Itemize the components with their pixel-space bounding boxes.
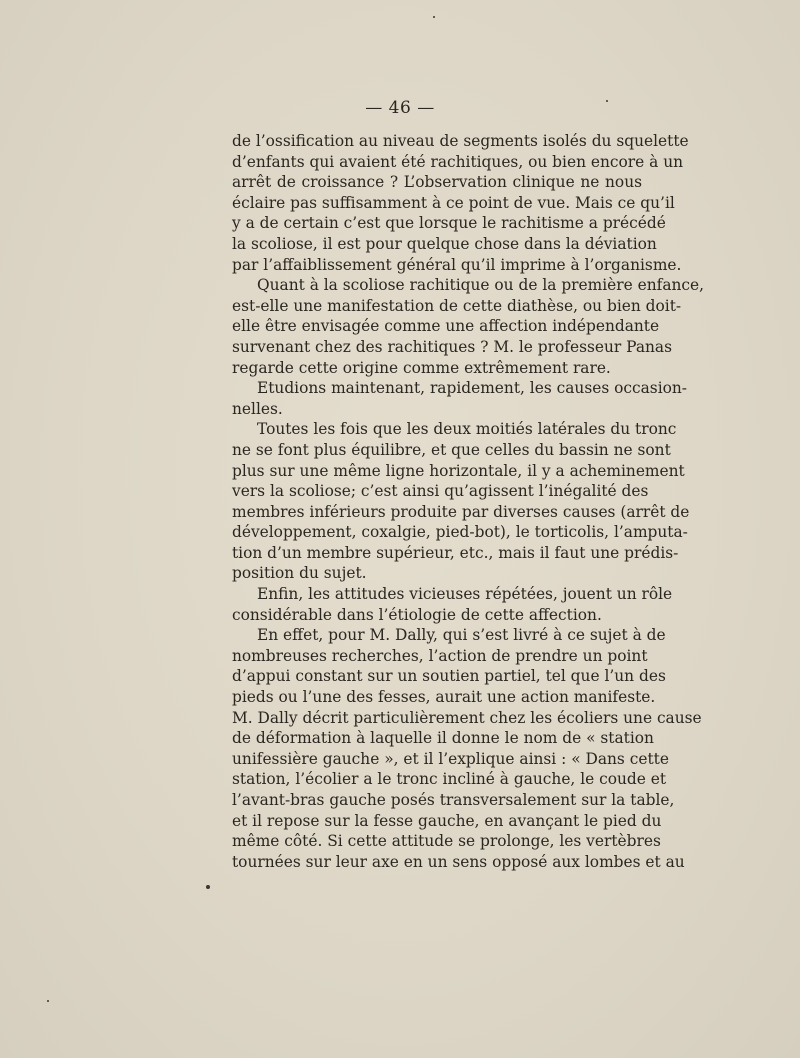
text-line: par l’affaiblissement général qu’il imprime à l’organisme. (232, 255, 682, 274)
text-line: station, l’écolier a le tronc incliné à gauche, le coude et (232, 770, 667, 789)
text-line: l’avant-bras gauche posés transversalement sur la table, (232, 791, 675, 809)
text-line: même côté. Si cette attitude se prolonge, les vertèbres (232, 832, 661, 851)
text-line: elle être envisagée comme une affection indépendante (232, 317, 660, 336)
text-line: arrêt de croissance ? L’observation clinique ne nous (232, 173, 642, 192)
text-line: est-elle une manifestation de cette diathèse, ou bien doit- (232, 296, 682, 315)
text-line: et il repose sur la fesse gauche, en avançant le pied du (232, 811, 662, 830)
text-line: M. Dally décrit particulièrement chez les écoliers une cause (232, 708, 702, 727)
text-line: de l’ossification au niveau de segments isolés du squelette (232, 132, 689, 150)
text-line: d’appui constant sur un soutien partiel, tel que l’un des (232, 667, 666, 686)
text-line: En effet, pour M. Dally, qui s’est livré à ce sujet à de (257, 626, 666, 645)
text-line: la scoliose, il est pour quelque chose dans la déviation (232, 234, 657, 253)
text-line: tion d’un membre supérieur, etc., mais il faut une prédis- (232, 543, 679, 562)
text-line: regarde cette origine comme extrêmement rare. (232, 358, 611, 377)
text-line: Etudions maintenant, rapidement, les causes occasion- (257, 379, 687, 398)
text-line: de déformation à laquelle il donne le nom de « station (232, 729, 654, 748)
text-line: développement, coxalgie, pied-bot), le torticolis, l’amputa- (232, 523, 688, 542)
text-line: unifessière gauche », et il l’explique ainsi : « Dans cette (232, 749, 669, 768)
text-line: ne se font plus équilibre, et que celles du bassin ne sont (232, 440, 671, 459)
page-number: — 46 — (365, 98, 435, 118)
text-line: vers la scoliose; c’est ainsi qu’agissent l’inégalité des (232, 482, 649, 501)
text-line: survenant chez des rachitiques ? M. le professeur Panas (232, 337, 672, 356)
ink-speck (206, 885, 210, 889)
text-line: d’enfants qui avaient été rachitiques, ou bien encore à un (232, 152, 684, 171)
text-line: membres inférieurs produite par diverses causes (arrêt de (232, 502, 690, 521)
text-line: tournées sur leur axe en un sens opposé aux lombes et au (232, 852, 685, 871)
ink-speck (47, 1000, 49, 1002)
text-line: position du sujet. (232, 564, 367, 583)
ink-speck (433, 16, 435, 18)
text-line: nelles. (232, 399, 283, 418)
text-line: Toutes les fois que les deux moitiés latérales du tronc (257, 420, 677, 439)
text-line: plus sur une même ligne horizontale, il y a acheminement (232, 461, 685, 480)
body-text (232, 131, 705, 872)
text-line: considérable dans l’étiologie de cette affection. (232, 605, 602, 624)
text-line: pieds ou l’une des fesses, aurait une action manifeste. (232, 688, 656, 707)
text-line: y a de certain c’est que lorsque le rachitisme a précédé (232, 214, 666, 233)
ink-speck (606, 100, 608, 102)
text-line: Quant à la scoliose rachitique ou de la première enfance, (257, 276, 705, 295)
text-line: Enfin, les attitudes vicieuses répétées, jouent un rôle (257, 585, 673, 604)
text-line: nombreuses recherches, l’action de prendre un point (232, 646, 648, 665)
text-line: éclaire pas suffisamment à ce point de vue. Mais ce qu’il (232, 193, 675, 212)
